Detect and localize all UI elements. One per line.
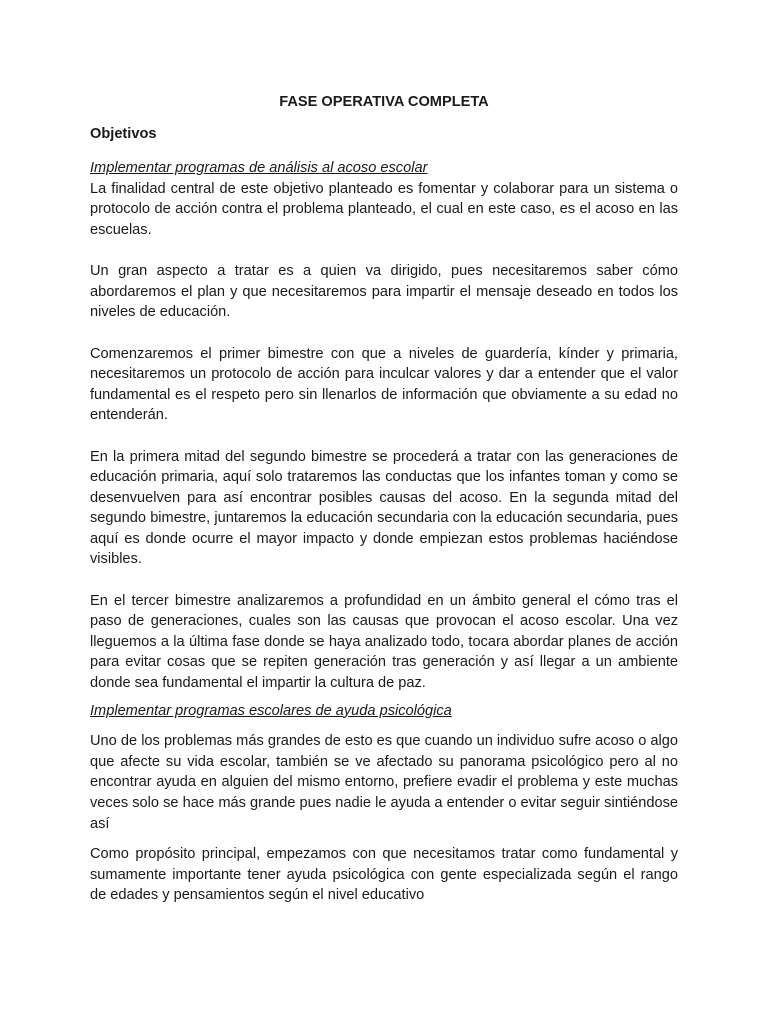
objective-1-paragraph: Comenzaremos el primer bimestre con que a niveles de guardería, kínder y primaria, necesitaremos un protocolo de acción para inculcar valores y dar a entender que el valor fundamental es el respeto pero sin llenarlos de información que obviamente a su edad no entenderán.: [90, 345, 678, 424]
objective-1-paragraph: La finalidad central de este objetivo planteado es fomentar y colaborar para un sistema o protocolo de acción contra el problema planteado, el cual en este caso, es el acoso en las escuelas.: [90, 180, 678, 238]
objective-1-paragraph: Un gran aspecto a tratar es a quien va dirigido, pues necesitaremos saber cómo abordaremos el plan y que necesitaremos para impartir el mensaje deseado en todos los niveles de educación.: [90, 263, 678, 321]
objective-1-paragraph: En el tercer bimestre analizaremos a profundidad en un ámbito general el cómo tras el paso de generaciones, cuales son las causas que provocan el acoso escolar. Una vez lleguemos a la última fase donde se haya analizado todo, tocara abordar planes de acción para evitar cosas que se repiten generación tras generación y así llegar a un ambiente donde sea fundamental el impartir la cultura de paz.: [90, 592, 678, 692]
objective-2-paragraph: Uno de los problemas más grandes de esto es que cuando un individuo sufre acoso o algo que afecte su vida escolar, también se ve afectado su panorama psicológico pero al no encontrar ayuda en alguien del mismo entorno, prefiere evadir el problema y este muchas veces solo se hace más grande pues nadie le ayuda a entender o evitar seguir sintiéndose así: [90, 733, 678, 832]
objective-2-heading: Implementar programas escolares de ayuda psicológica: [90, 702, 452, 719]
section-heading-objetivos: Objetivos: [90, 125, 157, 142]
objective-2-paragraph: Como propósito principal, empezamos con que necesitamos tratar como fundamental y sumamente importante tener ayuda psicológica con gente especializada según el rango de edades y pensamientos según el nivel educativo: [90, 846, 678, 904]
document-title: FASE OPERATIVA COMPLETA: [279, 94, 489, 110]
document-body: [90, 92, 678, 906]
objective-1-heading: Implementar programas de análisis al acoso escolar: [90, 160, 428, 177]
objective-1-paragraph: En la primera mitad del segundo bimestre se procederá a tratar con las generaciones de educación primaria, aquí solo trataremos las conductas que los infantes toman y como se desenvuelven para así encontrar posibles causas del acoso. En la segunda mitad del segundo bimestre, juntaremos la educación secundaria con la educación secundaria, pues aquí es donde ocurre el mayor impacto y donde empiezan estos problemas haciéndose visibles.: [90, 448, 678, 568]
